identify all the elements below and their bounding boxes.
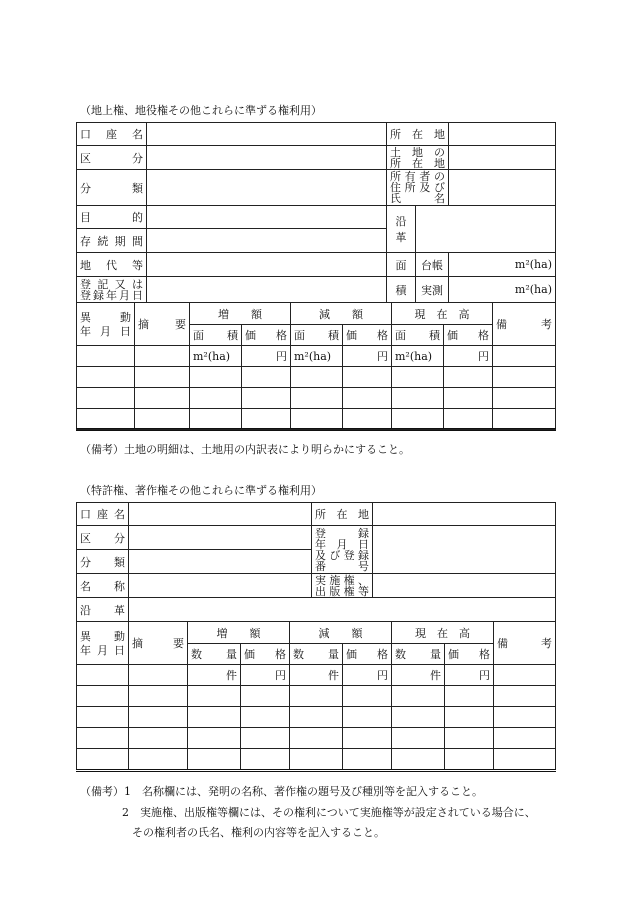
table-row [77, 707, 556, 728]
form2-bottom-rule [76, 769, 556, 772]
decrease-header: 減 額 [290, 622, 392, 644]
decrease-header: 減 額 [291, 303, 392, 325]
form1-grid [76, 122, 556, 303]
location-field[interactable] [449, 123, 556, 146]
unit-yen: 円 [242, 346, 291, 367]
category-label: 区 分 [77, 146, 147, 170]
increase-qty-header: 数 量 [188, 644, 241, 665]
unit-sqm: m²(ha) [392, 346, 444, 367]
license-label: 実施権、 出版権等 [312, 574, 373, 598]
location-label: 所在地 [387, 123, 449, 146]
history-label: 沿 革 [77, 598, 129, 622]
classification-field[interactable] [147, 170, 387, 206]
increase-price-header: 価 格 [241, 644, 290, 665]
form2-note-1: （備考）1 名称欄には、発明の名称、著作権の題号及び種別等を記入すること。 [80, 785, 483, 798]
current-price-header: 価 格 [445, 644, 494, 665]
area-label-bottom: 積 [387, 277, 416, 303]
unit-yen: 円 [444, 346, 493, 367]
table-row [77, 388, 556, 409]
form1-ledger [76, 302, 556, 430]
remarks-header: 備 考 [493, 303, 556, 346]
duration-label: 存続期間 [77, 229, 147, 253]
change-date-header: 異 動 年 月 日 [77, 622, 129, 665]
unit-ken: 件 [188, 665, 241, 686]
rent-field[interactable] [147, 253, 387, 277]
table-row [77, 665, 556, 686]
decrease-price-header: 価 格 [343, 644, 392, 665]
current-header: 現 在 高 [392, 303, 493, 325]
location-field[interactable] [373, 503, 556, 526]
table-row [77, 686, 556, 707]
rent-label: 地 代 等 [77, 253, 147, 277]
form2-ledger [76, 621, 556, 770]
account-name-field[interactable] [129, 503, 312, 526]
classification-label: 分 類 [77, 170, 147, 206]
table-row [77, 728, 556, 749]
name-field[interactable] [129, 574, 312, 598]
registration-field[interactable] [373, 526, 556, 574]
registry-area-unit: m²(ha) [449, 253, 556, 277]
area-label-top: 面 [387, 253, 416, 277]
unit-ken: 件 [392, 665, 445, 686]
name-label: 名 称 [77, 574, 129, 598]
increase-header: 増 額 [190, 303, 291, 325]
category-field[interactable] [129, 526, 312, 550]
account-name-field[interactable] [147, 123, 387, 146]
history-label: 沿 革 [387, 206, 416, 253]
survey-area-unit: m²(ha) [449, 277, 556, 303]
license-field[interactable] [373, 574, 556, 598]
purpose-label: 目 的 [77, 206, 147, 229]
current-price-header: 価 格 [444, 325, 493, 346]
land-location-field[interactable] [449, 146, 556, 170]
decrease-qty-header: 数 量 [290, 644, 343, 665]
unit-yen: 円 [445, 665, 494, 686]
classification-field[interactable] [129, 550, 312, 574]
duration-field[interactable] [147, 229, 387, 253]
unit-sqm: m²(ha) [190, 346, 242, 367]
form2-note-2: 2 実施権、出版権等欄には、その権利について実施権等が設定されている場合に、 [122, 806, 536, 819]
survey-label: 実測 [416, 277, 449, 303]
increase-area-header: 面 積 [190, 325, 242, 346]
table-row [77, 409, 556, 430]
table-row [77, 749, 556, 770]
form2-note-3: その権利者の氏名、権利の内容等を記入すること。 [132, 826, 385, 839]
purpose-field[interactable] [147, 206, 387, 229]
form1-bottom-rule [76, 428, 556, 431]
decrease-area-header: 面 積 [291, 325, 343, 346]
current-qty-header: 数 量 [392, 644, 445, 665]
table-row [77, 346, 556, 367]
summary-header: 摘 要 [135, 303, 190, 346]
table-row [77, 367, 556, 388]
form2-grid [76, 502, 556, 622]
remarks-header: 備 考 [494, 622, 556, 665]
category-label: 区 分 [77, 526, 129, 550]
history-field[interactable] [129, 598, 556, 622]
decrease-price-header: 価 格 [343, 325, 392, 346]
registry-label: 台帳 [416, 253, 449, 277]
registration-date-label: 登記又は 登録年月日 [77, 277, 147, 303]
land-location-label: 土地の 所在地 [387, 146, 449, 170]
increase-price-header: 価 格 [242, 325, 291, 346]
current-area-header: 面 積 [392, 325, 444, 346]
classification-label: 分 類 [77, 550, 129, 574]
form2-caption: （特許権、著作権その他これらに準ずる権利用） [80, 484, 322, 497]
unit-ken: 件 [290, 665, 343, 686]
history-field[interactable] [416, 206, 556, 253]
summary-header: 摘 要 [129, 622, 188, 665]
unit-sqm: m²(ha) [291, 346, 343, 367]
registration-date-field[interactable] [147, 277, 387, 303]
change-date-header: 異 動 年 月 日 [77, 303, 135, 346]
category-field[interactable] [147, 146, 387, 170]
unit-yen: 円 [343, 665, 392, 686]
unit-yen: 円 [343, 346, 392, 367]
owner-field[interactable] [449, 170, 556, 206]
registration-label: 登 録 年 月 日 及び登録 番 号 [312, 526, 373, 574]
account-name-label: 口 座 名 [77, 123, 147, 146]
form1-note: （備考）土地の明細は、土地用の内訳表により明らかにすること。 [80, 443, 410, 456]
form1-caption: （地上権、地役権その他これらに準ずる権利用） [80, 104, 322, 117]
owner-label: 所有者の 住所及び 氏 名 [387, 170, 449, 206]
current-header: 現 在 高 [392, 622, 494, 644]
account-name-label: 口座名 [77, 503, 129, 526]
location-label: 所在地 [312, 503, 373, 526]
unit-yen: 円 [241, 665, 290, 686]
increase-header: 増 額 [188, 622, 290, 644]
